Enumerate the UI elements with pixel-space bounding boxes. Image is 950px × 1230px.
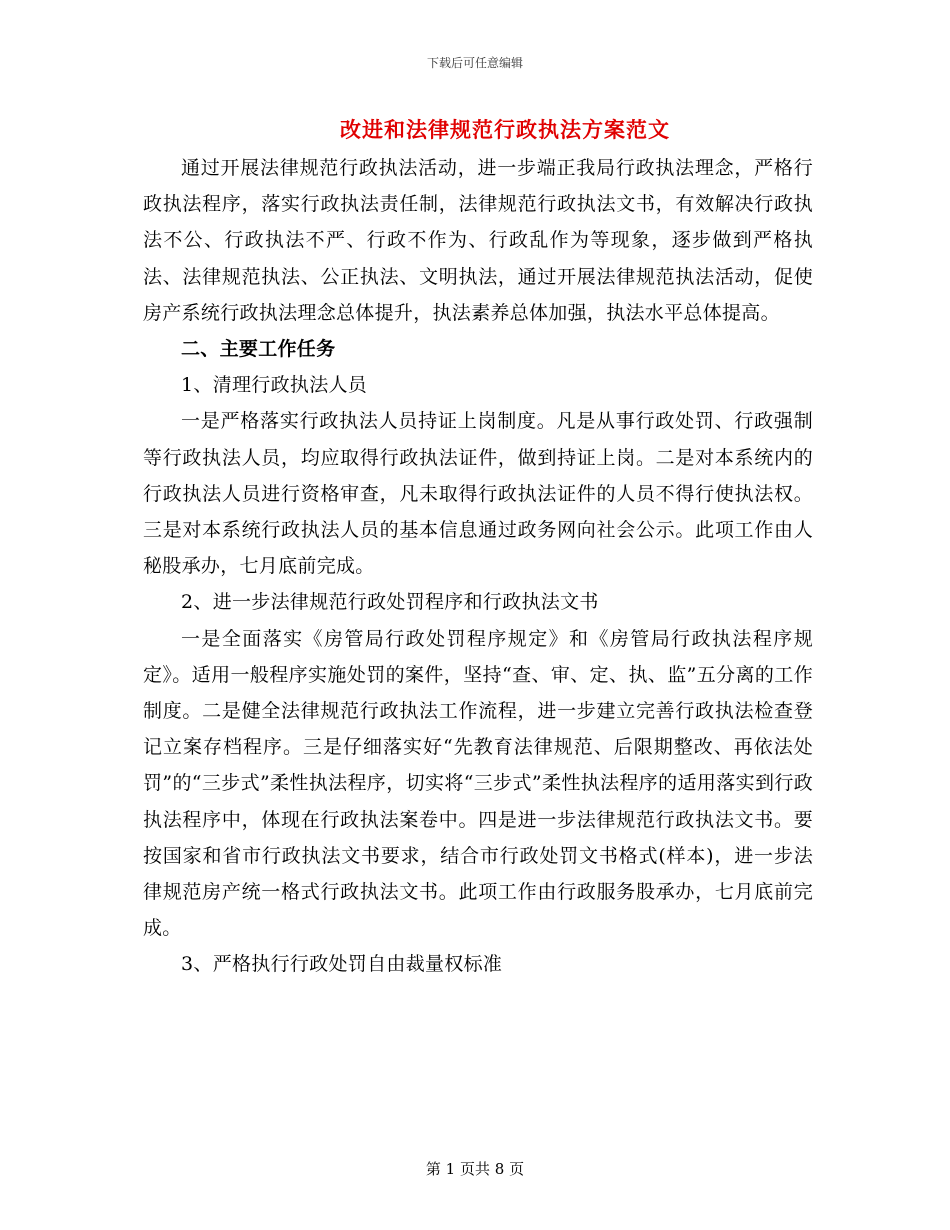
section-heading-main-tasks: 二、主要工作任务: [181, 338, 336, 361]
document-title: 改进和法律规范行政执法方案范文: [340, 117, 670, 142]
paragraph-intro: 通过开展法律规范行政执法活动，进一步端正我局行政执法理念，严格行政执法程序，落实行政执法责任制，法律规范行政执法文书，有效解决行政执法不公、行政执法不严、行政不作为、行政乱作为等现象，逐步做到严格执法、法律规范执法、公正执法、文明执法，通过开展法律规范执法活动，促使房产系统行政执法理念总体提升，执法素养总体加强，执法水平总体提高。: [143, 157, 813, 324]
document-body: [143, 150, 813, 983]
paragraph-1: 一是严格落实行政执法人员持证上岗制度。凡是从事行政处罚、行政强制等行政执法人员，均应取得行政执法证件，做到持证上岗。二是对本系统内的行政执法人员进行资格审查，凡未取得行政执法证件的人员不得行使执法权。三是对本系统行政执法人员的基本信息通过政务网向社会公示。此项工作由人秘股承办，七月底前完成。: [143, 410, 813, 578]
page-header: 下载后可任意编辑: [426, 56, 523, 70]
paragraph-2: 一是全面落实《房管局行政处罚程序规定》和《房管局行政执法程序规定》。适用一般程序实施处罚的案件，坚持“查、审、定、执、监”五分离的工作制度。二是健全法律规范行政执法工作流程，进一步建立完善行政执法检查登记立案存档程序。三是仔细落实好“先教育法律规范、后限期整改、再依法处罚”的“三步式”柔性执法程序，切实将“三步式”柔性执法程序的适用落实到行政执法程序中，体现在行政执法案卷中。四是进一步法律规范行政执法文书。要按国家和省市行政执法文书要求，结合市行政处罚文书格式(样本)，进一步法律规范房产统一格式行政执法文书。此项工作由行政服务股承办，七月底前完成。: [143, 627, 813, 940]
subheading-3: 3、严格执行行政处罚自由裁量权标准: [181, 953, 503, 976]
subheading-1: 1、清理行政执法人员: [181, 374, 368, 397]
subheading-2: 2、进一步法律规范行政处罚程序和行政执法文书: [181, 591, 599, 614]
page-footer: 第 1 页共 8 页: [425, 1160, 525, 1178]
